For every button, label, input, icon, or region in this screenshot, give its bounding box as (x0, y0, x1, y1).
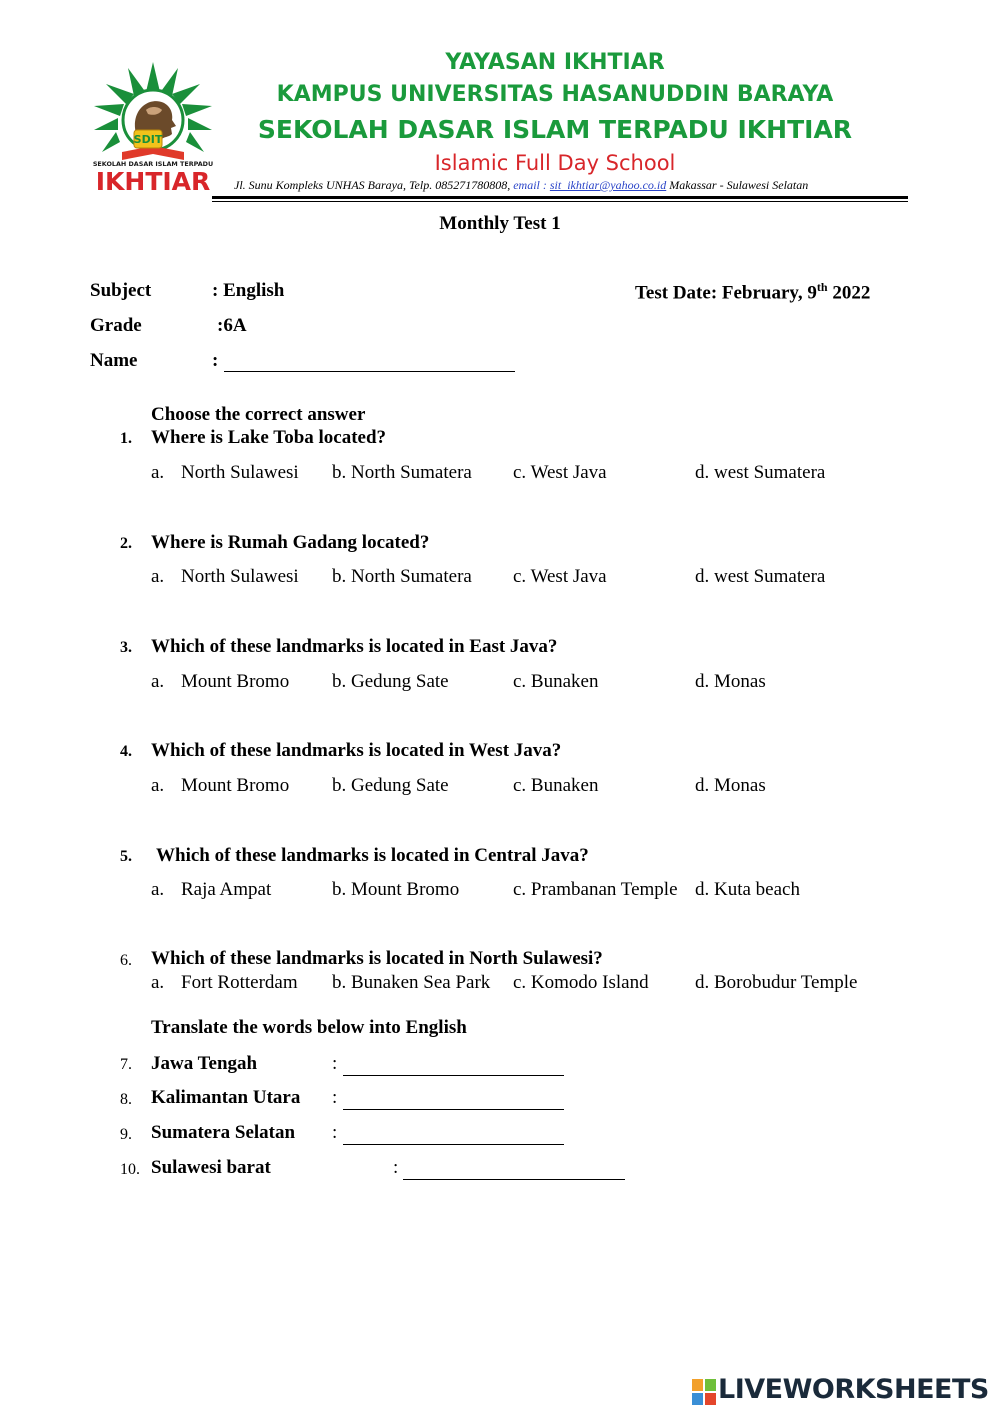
school-tagline: Islamic Full Day School (434, 151, 676, 175)
option-b[interactable]: b. Mount Bromo (332, 879, 460, 900)
option-b[interactable]: b. North Sumatera (332, 566, 472, 587)
item-colon: : (332, 1122, 338, 1143)
option-c[interactable]: c. West Java (513, 566, 607, 587)
grade-label: Grade (90, 315, 142, 336)
section1-instruction: Choose the correct answer (151, 404, 366, 425)
option-b[interactable]: b. Bunaken Sea Park (332, 972, 491, 993)
address-prefix: Jl. Sunu Kompleks UNHAS Baraya, Telp. 085271780808, (234, 178, 511, 192)
question-number: 5. (120, 848, 132, 865)
campus-name: KAMPUS UNIVERSITAS HASANUDDIN BARAYA (276, 82, 834, 107)
svg-text:SDIT: SDIT (133, 133, 163, 146)
option-d[interactable]: d. west Sumatera (695, 566, 826, 587)
option-a-letter: a. (151, 671, 165, 692)
option-b[interactable]: b. Gedung Sate (332, 671, 449, 692)
translate-word: Sulawesi barat (151, 1157, 271, 1178)
name-blank[interactable] (224, 353, 515, 372)
email-label: email : (513, 178, 547, 192)
option-c[interactable]: c. Bunaken (513, 775, 599, 796)
test-date-suffix: 2022 (827, 282, 871, 304)
address-suffix: Makassar - Sulawesi Selatan (669, 178, 809, 192)
question-number: 3. (120, 639, 132, 656)
school-address (234, 178, 808, 193)
question-text: Which of these landmarks is located in East Java? (151, 636, 558, 657)
test-date-sup: th (816, 280, 828, 294)
option-a[interactable]: Raja Ampat (181, 879, 272, 900)
school-logo (88, 52, 218, 194)
option-d[interactable]: d. Kuta beach (695, 879, 800, 900)
option-a[interactable]: North Sulawesi (181, 462, 299, 483)
option-b[interactable]: b. Gedung Sate (332, 775, 449, 796)
answer-blank[interactable] (343, 1126, 564, 1145)
question-number: 4. (120, 743, 132, 760)
liveworksheets-watermark (692, 1374, 992, 1410)
option-b[interactable]: b. North Sumatera (332, 462, 472, 483)
name-colon: : (212, 350, 219, 371)
option-c[interactable]: c. Bunaken (513, 671, 599, 692)
item-number: 7. (120, 1056, 132, 1073)
question-text: Which of these landmarks is located in West Java? (151, 740, 562, 761)
liveworksheets-text: LIVEWORKSHEETS (718, 1374, 989, 1405)
item-colon: : (332, 1087, 338, 1108)
test-date (635, 280, 870, 304)
option-d[interactable]: d. west Sumatera (695, 462, 826, 483)
item-number: 9. (120, 1126, 132, 1143)
option-d[interactable]: d. Borobudur Temple (695, 972, 858, 993)
answer-blank[interactable] (343, 1057, 564, 1076)
grade-value: :6A (217, 315, 247, 336)
option-a-letter: a. (151, 775, 165, 796)
question-number: 6. (120, 952, 132, 969)
question-number: 2. (120, 535, 132, 552)
option-a[interactable]: North Sulawesi (181, 566, 299, 587)
option-a[interactable]: Fort Rotterdam (181, 972, 298, 993)
header-divider-thin (212, 201, 908, 202)
header-divider (212, 196, 908, 199)
item-number: 10. (120, 1161, 140, 1178)
translate-word: Sumatera Selatan (151, 1122, 296, 1143)
section2-instruction: Translate the words below into English (151, 1017, 467, 1038)
translate-word: Jawa Tengah (151, 1053, 258, 1074)
option-d[interactable]: d. Monas (695, 671, 766, 692)
name-label: Name (90, 350, 138, 371)
option-a[interactable]: Mount Bromo (181, 775, 290, 796)
question-number: 1. (120, 430, 132, 447)
question-text: Which of these landmarks is located in North Sulawesi? (151, 948, 603, 969)
option-a-letter: a. (151, 566, 165, 587)
svg-text:IKHTIAR: IKHTIAR (95, 167, 211, 194)
school-name: SEKOLAH DASAR ISLAM TERPADU IKHTIAR (257, 115, 853, 144)
option-a-letter: a. (151, 462, 165, 483)
option-c[interactable]: c. Komodo Island (513, 972, 649, 993)
option-a-letter: a. (151, 972, 165, 993)
question-text: Which of these landmarks is located in Central Java? (156, 845, 589, 866)
option-d[interactable]: d. Monas (695, 775, 766, 796)
translate-word: Kalimantan Utara (151, 1087, 301, 1108)
question-text: Where is Rumah Gadang located? (151, 532, 430, 553)
option-c[interactable]: c. West Java (513, 462, 607, 483)
answer-blank[interactable] (403, 1161, 625, 1180)
option-a[interactable]: Mount Bromo (181, 671, 290, 692)
subject-label: Subject (90, 280, 152, 301)
liveworksheets-logo-icon (692, 1379, 716, 1405)
svg-text:SEKOLAH DASAR ISLAM TERPADU: SEKOLAH DASAR ISLAM TERPADU (92, 160, 214, 168)
item-colon: : (393, 1157, 399, 1178)
test-title: Monthly Test 1 (439, 213, 561, 234)
foundation-name: YAYASAN IKHTIAR (445, 50, 665, 75)
subject-value: : English (212, 280, 285, 301)
option-a-letter: a. (151, 879, 165, 900)
question-text: Where is Lake Toba located? (151, 427, 387, 448)
test-date-prefix: Test Date: February, 9 (635, 282, 817, 304)
option-c[interactable]: c. Prambanan Temple (513, 879, 678, 900)
item-colon: : (332, 1053, 338, 1074)
email-link[interactable]: sit_ikhtiar@yahoo.co.id (549, 178, 667, 192)
answer-blank[interactable] (343, 1091, 564, 1110)
item-number: 8. (120, 1091, 132, 1108)
